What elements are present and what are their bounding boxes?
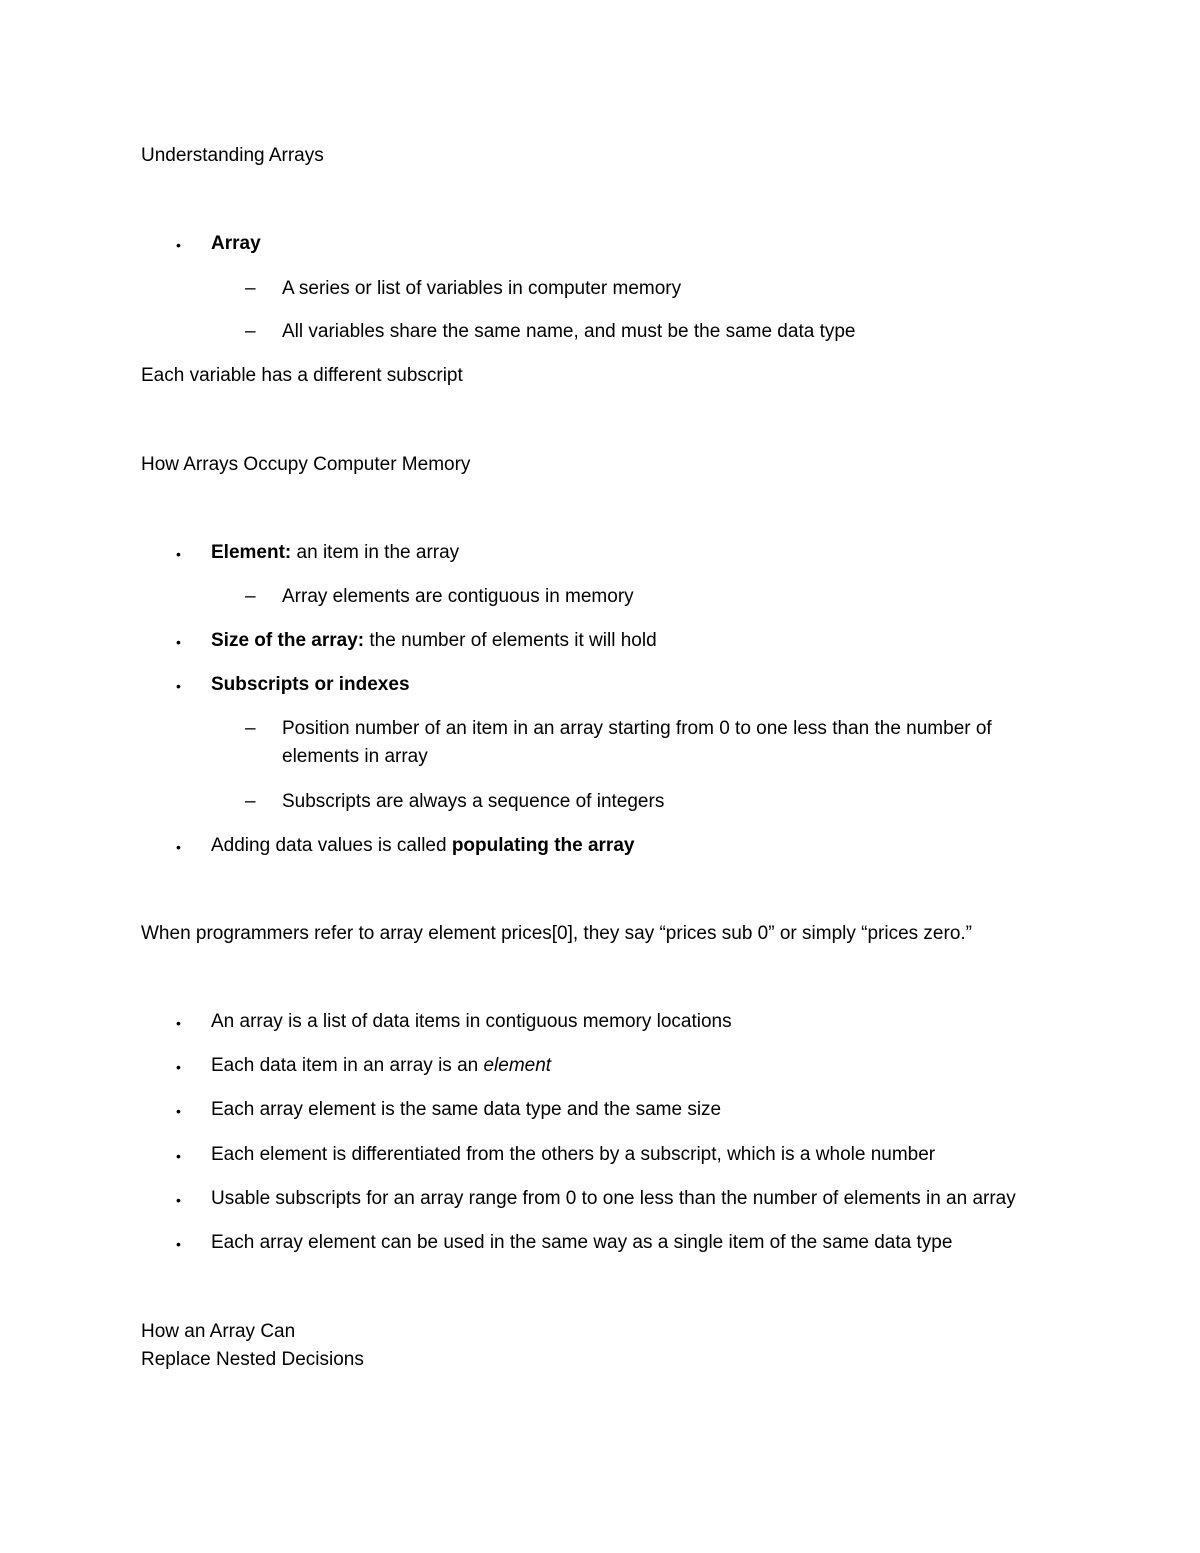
list-item-subscripts: [211, 673, 410, 697]
list-item-size: [211, 629, 657, 653]
definition-element: an item in the array: [291, 542, 460, 563]
sublist-item-integers: Subscripts are always a sequence of integers: [282, 791, 665, 812]
paragraph-subscript-note: Each variable has a different subscript: [141, 365, 463, 386]
dash-icon: –: [245, 278, 256, 299]
sublist-item-same-name: All variables share the same name, and must be the same data type: [282, 321, 856, 342]
heading-memory: How Arrays Occupy Computer Memory: [141, 454, 471, 475]
bullet-icon: •: [176, 1015, 181, 1031]
bullet-icon: •: [176, 1103, 181, 1119]
definition-size: the number of elements it will hold: [364, 630, 657, 651]
term-populating: populating the array: [451, 835, 635, 856]
bullet-icon: •: [176, 237, 181, 253]
bullet-icon: •: [176, 1192, 181, 1208]
bullet-icon: •: [176, 678, 181, 694]
list-item-populating: [211, 834, 634, 858]
term-element: Element:: [211, 542, 292, 563]
bullet-icon: •: [176, 839, 181, 855]
sublist-item-position-line1: Position number of an item in an array starting from 0 to one less than the number of: [282, 718, 992, 739]
list-item-contiguous-list: An array is a list of data items in contiguous memory locations: [211, 1011, 732, 1032]
paragraph-prices-sub: When programmers refer to array element prices[0], they say “prices sub 0” or simply “prices zero.”: [141, 923, 972, 944]
bullet-icon: •: [176, 1236, 181, 1252]
bullet-icon: •: [176, 546, 181, 562]
list-item-single-item: Each array element can be used in the same way as a single item of the same data type: [211, 1232, 953, 1253]
term-subscripts: Subscripts or indexes: [211, 674, 410, 695]
dash-icon: –: [245, 321, 256, 342]
dash-icon: –: [245, 791, 256, 812]
term-element-italic: element: [483, 1055, 552, 1076]
list-item-differentiated: Each element is differentiated from the others by a subscript, which is a whole number: [211, 1144, 936, 1165]
element-pretext: Each data item in an array is an: [211, 1055, 484, 1076]
heading-replace-line1: How an Array Can: [141, 1321, 296, 1342]
heading-replace-line2: Replace Nested Decisions: [141, 1349, 364, 1370]
bullet-icon: •: [176, 634, 181, 650]
dash-icon: –: [245, 718, 256, 739]
populating-pretext: Adding data values is called: [211, 835, 452, 856]
bullet-icon: •: [176, 1148, 181, 1164]
sublist-item-position-line2: elements in array: [282, 746, 428, 767]
list-item-array: [211, 232, 261, 256]
bullet-icon: •: [176, 1059, 181, 1075]
term-array: Array: [211, 233, 261, 254]
term-size: Size of the array:: [211, 630, 365, 651]
list-item-same-type: Each array element is the same data type and the same size: [211, 1099, 722, 1120]
list-item-element-definition: [211, 1054, 551, 1078]
heading-understanding-arrays: Understanding Arrays: [141, 145, 324, 166]
sublist-item-series: A series or list of variables in computer memory: [282, 278, 682, 299]
list-item-element: [211, 541, 459, 565]
list-item-usable-subscripts: Usable subscripts for an array range from 0 to one less than the number of elements in an array: [211, 1188, 1016, 1209]
sublist-item-contiguous: Array elements are contiguous in memory: [282, 586, 634, 607]
dash-icon: –: [245, 586, 256, 607]
